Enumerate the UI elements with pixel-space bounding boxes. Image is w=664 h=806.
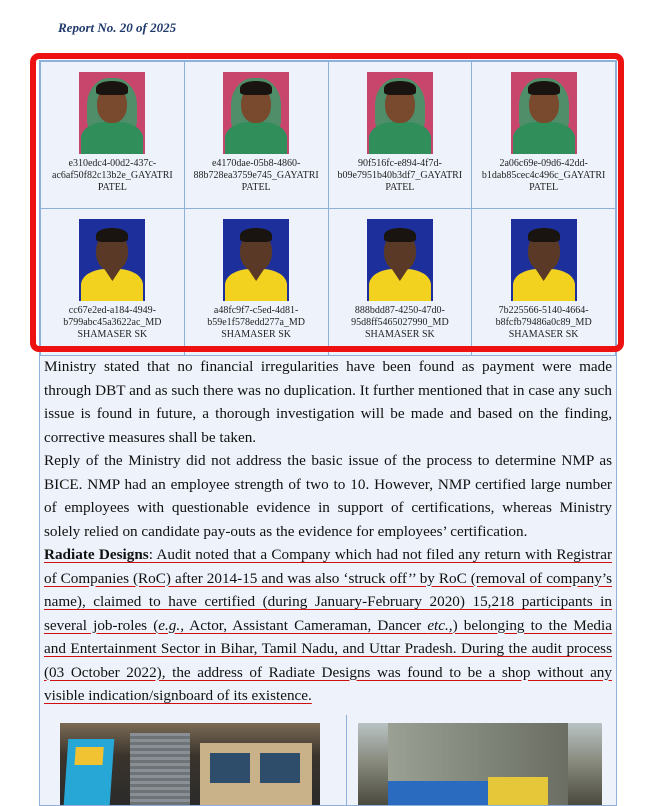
photo-caption — [41, 158, 184, 194]
caption-line: PATEL — [241, 182, 271, 193]
finding-text: ) belonging to the Media and Entertainment Sector in Bihar, Tamil Nadu, and Uttar Pradesh. During the audit process (03 October 2022), the address of Radiate Designs was found to be a shop without any visible indication/signboard of its existence. — [44, 616, 612, 704]
audit-response-paragraph: Reply of the Ministry did not address the basic issue of the process to determine NMP as BICE. NMP had an employee strength of two to 10. However, NMP certified large number of employees with questionable evidence in support of certifications, whereas Ministry solely relied on candidate pay-outs as the evidence for employees’ certification. — [44, 452, 612, 540]
caption-line: e4170dae-05b8-4860- — [211, 158, 301, 169]
caption-line: b8fcfb79486a0c89_MD — [495, 317, 592, 328]
caption-line: ac6af50f82c13b2e_GAYATRI — [52, 170, 173, 181]
photo-cell — [472, 209, 616, 356]
photo-caption — [329, 158, 472, 194]
photo-row-shamaser — [41, 209, 616, 356]
caption-line: PATEL — [97, 182, 127, 193]
caption-line: b799abc45a3622ac_MD — [63, 317, 162, 328]
caption-line: SHAMASER SK — [77, 329, 148, 340]
radiate-designs-paragraph — [44, 543, 612, 708]
photo-evidence-table — [40, 61, 616, 356]
caption-line: 95d8ff5465027990_MD — [351, 317, 449, 328]
caption-line: SHAMASER SK — [508, 329, 579, 340]
caption-line: 90f516fc-e894-4f7d- — [357, 158, 442, 169]
caption-line: PATEL — [529, 182, 559, 193]
photo-caption — [185, 158, 328, 194]
photo-cell — [184, 209, 328, 356]
photo-cell — [328, 209, 472, 356]
caption-line: b1dab85cec4c496c_GAYATRI — [481, 170, 606, 181]
photo-caption — [472, 158, 615, 194]
photo-caption — [185, 305, 328, 341]
candidate-photo — [79, 72, 145, 154]
candidate-photo — [223, 72, 289, 154]
finding-text-eg: e.g., — [158, 616, 184, 634]
finding-text: : Audit noted that a Company which had not filed any return with Registrar of Companies (RoC) after 2014-15 and was also ‘struck off’’ by RoC (removal of company’s name), claimed to have certified (during January-February 2020) 15,218 participants in several job-roles ( — [44, 546, 613, 634]
shop-photo-right — [358, 723, 602, 805]
site-photos-row — [40, 715, 616, 805]
caption-line: cc67e2ed-a184-4949- — [68, 305, 156, 316]
photo-cell — [328, 62, 472, 209]
candidate-photo — [511, 219, 577, 301]
report-body-text — [40, 353, 616, 710]
photo-cell — [41, 62, 185, 209]
caption-line: b59e1f578edd277a_MD — [207, 317, 305, 328]
finding-text: Actor, Assistant Cameraman, Dancer — [184, 616, 428, 634]
company-name: Radiate Designs — [44, 546, 149, 563]
shop-photo-left — [60, 723, 320, 805]
report-number: Report No. 20 of 2025 — [58, 20, 177, 35]
caption-line: 2a06c69e-09d6-42dd- — [499, 158, 588, 169]
photo-row-gayatri — [41, 62, 616, 209]
caption-line: SHAMASER SK — [221, 329, 291, 340]
caption-line: b09e7951b40b3df7_GAYATRI — [337, 170, 463, 181]
photo-caption — [41, 305, 184, 341]
photo-cell — [184, 62, 328, 209]
photo-cell — [472, 62, 616, 209]
candidate-photo — [367, 219, 433, 301]
caption-line: PATEL — [385, 182, 415, 193]
caption-line: SHAMASER SK — [365, 329, 435, 340]
caption-line: 88b728ea3759e745_GAYATRI — [193, 170, 319, 181]
candidate-photo — [511, 72, 577, 154]
candidate-photo — [367, 72, 433, 154]
report-content-box — [39, 60, 617, 806]
caption-line: a48fc9f7-c5ed-4d81- — [213, 305, 299, 316]
candidate-photo — [223, 219, 289, 301]
photo-divider — [346, 715, 347, 805]
caption-line: e310edc4-00d2-437c- — [68, 158, 157, 169]
finding-text-etc: etc., — [427, 616, 453, 634]
candidate-photo — [79, 219, 145, 301]
ministry-reply-paragraph: Ministry stated that no financial irregularities have been found as payment were made through DBT and as such there was no duplication. It further mentioned that in case any such issue is found in future, a thorough investigation will be made and based on the finding, corrective measures shall be taken. — [44, 358, 612, 446]
photo-caption — [472, 305, 615, 341]
photo-cell — [41, 209, 185, 356]
photo-caption — [329, 305, 472, 341]
caption-line: 888bdd87-4250-47d0- — [354, 305, 445, 316]
caption-line: 7b225566-5140-4664- — [498, 305, 589, 316]
